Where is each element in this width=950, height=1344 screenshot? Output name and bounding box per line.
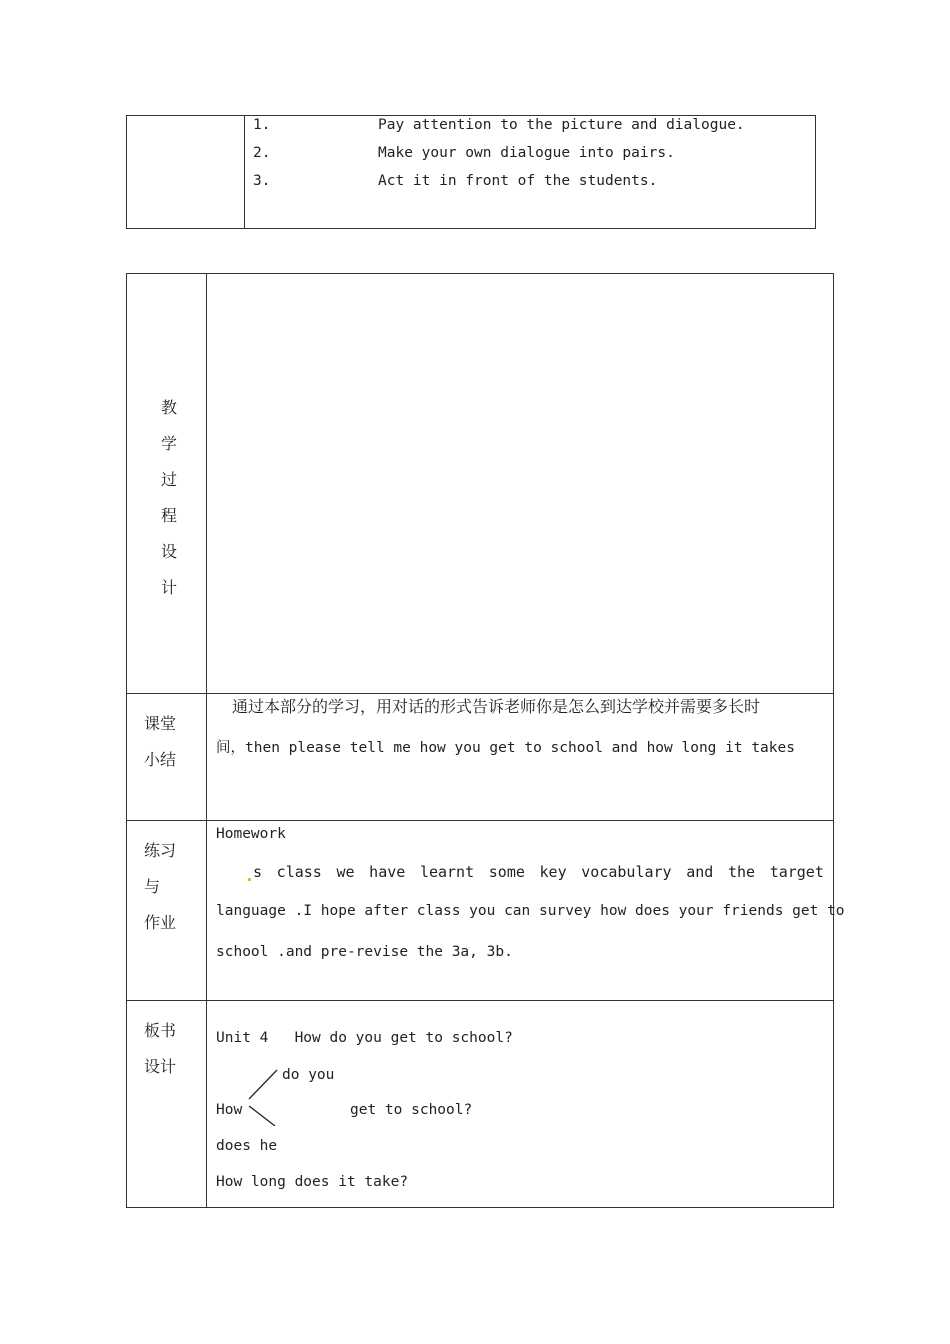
homework-label-line1: 练习 [144, 841, 177, 860]
homework-word: learnt [419, 863, 475, 881]
homework-word: s [248, 863, 262, 881]
top-table-divider [244, 115, 245, 229]
process-label-char-6: 计 [161, 578, 178, 597]
branch-line-up [249, 1070, 277, 1099]
homework-word: some [488, 863, 525, 881]
board-branch-lines [244, 1066, 304, 1126]
board-get-to-school: get to school? [350, 1102, 473, 1118]
homework-word: we [336, 863, 355, 881]
board-label-line2: 设计 [144, 1057, 177, 1076]
homework-label-line2: 与 [144, 877, 161, 896]
process-label-char-3: 过 [161, 470, 178, 489]
homework-line-3: school .and pre-revise the 3a, 3b. [216, 944, 513, 960]
homework-word: target [769, 863, 824, 881]
homework-label-line3: 作业 [144, 913, 177, 932]
step-1-text: Pay attention to the picture and dialogue. [378, 117, 745, 133]
summary-line-1: 通过本部分的学习，用对话的形式告诉老师你是怎么到达学校并需要多长时 [232, 697, 761, 716]
homework-line-1 [248, 863, 824, 881]
summary-line-2: 间，then please tell me how you get to school and how long it takes [216, 740, 795, 756]
step-3-number: 3. [253, 173, 271, 189]
process-label-char-1: 教 [161, 398, 178, 417]
homework-word: have [369, 863, 406, 881]
homework-word: and [686, 863, 714, 881]
summary-label-line1: 课堂 [144, 714, 177, 733]
row-divider-homework [126, 820, 834, 821]
ink-mark [248, 878, 251, 881]
board-branch-bottom: does he [216, 1138, 278, 1154]
board-title: Unit 4 How do you get to school? [216, 1030, 513, 1046]
homework-word: vocabulary [581, 863, 672, 881]
process-label-char-2: 学 [161, 434, 178, 453]
step-3-text: Act it in front of the students. [378, 173, 658, 189]
board-how-long: How long does it take? [216, 1174, 409, 1190]
row-divider-summary [126, 693, 834, 694]
homework-word: class [276, 863, 322, 881]
homework-word: key [539, 863, 567, 881]
homework-word: the [727, 863, 756, 881]
homework-line-2: language .I hope after class you can survey how does your friends get to [216, 903, 845, 919]
row-divider-board [126, 1000, 834, 1001]
summary-label-line2: 小结 [144, 750, 177, 769]
board-label-line1: 板书 [144, 1021, 177, 1040]
process-label-char-5: 设 [161, 542, 178, 561]
process-label-char-4: 程 [161, 506, 178, 525]
step-1-number: 1. [253, 117, 271, 133]
step-2-text: Make your own dialogue into pairs. [378, 145, 675, 161]
step-2-number: 2. [253, 145, 271, 161]
main-table-divider [206, 273, 207, 1208]
board-how: How [216, 1102, 243, 1118]
board-branch-top: do you [282, 1067, 335, 1083]
homework-title: Homework [216, 826, 286, 842]
branch-line-down [249, 1106, 275, 1126]
